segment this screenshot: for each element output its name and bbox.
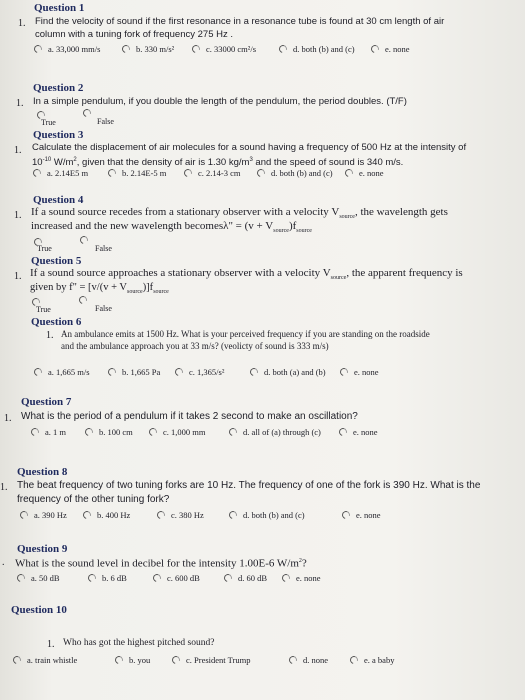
option-label: c. 380 Hz [171, 510, 204, 520]
option-e[interactable] [339, 427, 378, 437]
option-c[interactable] [184, 168, 241, 178]
question-number: 1. [18, 18, 26, 29]
question-number: 1. [46, 330, 54, 341]
radio-button[interactable] [191, 44, 202, 55]
option-d[interactable] [250, 367, 326, 377]
text-subscript: source [339, 214, 355, 221]
text-subscript: source [330, 275, 347, 282]
option-label: d. 60 dB [238, 573, 268, 583]
radio-button[interactable] [344, 168, 355, 179]
text-part: W/m [51, 157, 74, 169]
radio-button[interactable] [223, 573, 234, 584]
option-label: e. none [353, 427, 378, 437]
radio-button[interactable] [249, 367, 260, 378]
option-b[interactable] [108, 168, 166, 178]
text-subscript: source [127, 289, 143, 296]
option-label: b. 100 cm [99, 427, 133, 437]
option-label: b. 6 dB [102, 573, 127, 583]
option-label: e. none [354, 367, 379, 377]
radio-button-false[interactable] [82, 108, 93, 119]
option-d[interactable] [289, 655, 328, 665]
text-part: , given that the density of air is 1.30 kg/m [76, 157, 250, 169]
question-title: Question 6 [31, 316, 82, 328]
option-c[interactable] [153, 573, 200, 583]
answer-options [0, 44, 525, 58]
radio-button[interactable] [341, 510, 352, 521]
text-superscript: -10 [42, 157, 52, 163]
question-text-line2 [30, 281, 169, 299]
radio-button[interactable] [107, 168, 118, 179]
option-label: c. 2.14-3 cm [198, 168, 241, 178]
question-number: 1. [4, 413, 12, 424]
text-part: , the apparent frequency is [346, 267, 463, 279]
question-text [15, 555, 307, 571]
question-title: Question 9 [17, 543, 68, 555]
option-label: a. 1 m [45, 427, 67, 437]
radio-button[interactable] [174, 367, 185, 378]
radio-button[interactable] [278, 44, 289, 55]
option-label: d. all of (a) through (c) [243, 427, 321, 437]
question-title: Question 8 [17, 466, 68, 478]
option-label: b. 330 m/s² [136, 44, 175, 54]
radio-button[interactable] [228, 427, 239, 438]
question-title: Question 1 [34, 2, 85, 14]
question-number: 1. [16, 98, 24, 109]
radio-button[interactable] [349, 655, 360, 666]
option-b[interactable] [83, 510, 130, 520]
option-c[interactable] [192, 44, 256, 54]
radio-button[interactable] [156, 510, 167, 521]
option-label: c. 600 dB [167, 573, 200, 583]
answer-options [0, 510, 525, 524]
question-text: What is the period of a pendulum if it takes 2 second to make an oscillation? [21, 411, 358, 422]
text-subscript: source [296, 228, 312, 235]
text-subscript: source [153, 289, 169, 296]
answer-options [0, 427, 525, 441]
question-number: 1. [14, 145, 22, 156]
option-e[interactable] [340, 367, 379, 377]
question-text: An ambulance emits at 1500 Hz. What is your perceived frequency if you are standing on the roadside [61, 329, 430, 339]
radio-button[interactable] [32, 168, 43, 179]
radio-button[interactable] [288, 655, 299, 666]
answer-options [0, 168, 525, 182]
option-label-false: False [95, 244, 112, 253]
text-part: , the wavelength gets [354, 206, 448, 218]
option-a[interactable] [34, 367, 90, 377]
option-label-true: True [36, 305, 51, 314]
option-label: a. 1,665 m/s [48, 367, 90, 377]
option-b[interactable] [85, 427, 133, 437]
option-label: c. President Trump [186, 655, 251, 665]
option-label: d. both (b) and (c) [271, 168, 333, 178]
question-number: 1. [0, 482, 8, 493]
question-number: 1. [14, 210, 22, 221]
option-label: d. both (b) and (c) [293, 44, 355, 54]
question-text-line2 [32, 154, 403, 169]
radio-button[interactable] [19, 510, 30, 521]
option-label-false: False [97, 117, 114, 126]
option-e[interactable] [342, 510, 381, 520]
question-title: Question 7 [21, 396, 72, 408]
option-label-true: True [41, 118, 56, 127]
option-label: a. 50 dB [31, 573, 60, 583]
option-b[interactable] [108, 367, 160, 377]
text-superscript: 3 [249, 157, 253, 163]
option-c[interactable] [149, 427, 206, 437]
radio-button[interactable] [114, 655, 125, 666]
option-d[interactable] [257, 168, 333, 178]
question-number: 1. [47, 639, 55, 650]
option-d[interactable] [229, 427, 321, 437]
option-a[interactable] [20, 510, 67, 520]
option-c[interactable] [175, 367, 224, 377]
question-text: and the ambulance approach you at 33 m/s? (veolicty of sound is 333 m/s) [61, 341, 329, 351]
text-part: 10 [32, 157, 43, 169]
radio-button[interactable] [87, 573, 98, 584]
option-label: b. 2.14E-5 m [122, 168, 167, 178]
radio-button[interactable] [30, 427, 41, 438]
question-number: 1. [14, 271, 22, 282]
option-a[interactable] [17, 573, 60, 583]
radio-button[interactable] [228, 510, 239, 521]
radio-button[interactable] [281, 573, 292, 584]
radio-button[interactable] [370, 44, 381, 55]
text-part: increased and the new wavelength becomesλ" = (v + V [31, 220, 274, 232]
radio-button[interactable] [338, 427, 349, 438]
radio-button[interactable] [256, 168, 267, 179]
question-text: Calculate the displacement of air molecules for a sound having a frequency of 500 Hz at the intensity of [32, 142, 467, 153]
option-c[interactable] [172, 655, 250, 665]
option-e[interactable] [371, 44, 410, 54]
option-d[interactable] [224, 573, 267, 583]
question-text: Who has got the highest pitched sound? [63, 638, 215, 648]
answer-options [0, 655, 525, 669]
option-label: e. none [385, 44, 410, 54]
option-label: a. 33,000 mm/s [48, 44, 101, 54]
option-label: c. 1,365/s² [189, 367, 225, 377]
option-b[interactable] [122, 44, 174, 54]
option-label: d. none [303, 655, 329, 665]
option-a[interactable] [34, 44, 100, 54]
text-part: and the speed of sound is 340 m/s. [252, 157, 404, 169]
question-title: Question 5 [31, 255, 82, 267]
answer-options [0, 573, 525, 587]
radio-button[interactable] [107, 367, 118, 378]
radio-button[interactable] [121, 44, 132, 55]
radio-button[interactable] [84, 427, 95, 438]
option-label-false: False [95, 304, 112, 313]
text-part: If a sound source approaches a stationary observer with a velocity V [30, 267, 331, 279]
question-number: . [2, 557, 5, 568]
option-label: d. both (a) and (b) [264, 367, 326, 377]
radio-button[interactable] [148, 427, 159, 438]
option-e[interactable] [282, 573, 321, 583]
text-part: If a sound source recedes from a stationary observer with a velocity V [31, 206, 340, 218]
option-b[interactable] [88, 573, 127, 583]
option-label: b. 1,665 Pa [122, 367, 161, 377]
question-text-line2 [31, 220, 312, 238]
option-label: e. none [296, 573, 321, 583]
option-label: b. 400 Hz [97, 510, 131, 520]
option-label: e. none [359, 168, 384, 178]
radio-button[interactable] [16, 573, 27, 584]
option-e[interactable] [350, 655, 394, 665]
text-superscript: 2 [298, 558, 302, 564]
option-b[interactable] [115, 655, 150, 665]
option-d[interactable] [279, 44, 355, 54]
question-text: column with a tuning fork of frequency 275 Hz . [35, 29, 234, 40]
question-title: Question 2 [33, 82, 84, 94]
question-text: The beat frequency of two tuning forks are 10 Hz. The frequency of one of the fork is 390 Hz. What is the [17, 480, 481, 491]
question-title: Question 10 [11, 604, 67, 616]
option-e[interactable] [345, 168, 384, 178]
question-title: Question 3 [33, 129, 84, 141]
question-text: frequency of the other tuning fork? [17, 494, 170, 505]
question-text: Find the velocity of sound if the first resonance in a resonance tube is found at 30 cm length of air [35, 16, 445, 27]
option-c[interactable] [157, 510, 204, 520]
option-label: c. 1,000 mm [163, 427, 206, 437]
text-part: ? [301, 557, 307, 570]
option-label: e. a baby [364, 655, 395, 665]
option-label: a. train whistle [27, 655, 78, 665]
option-label: b. you [129, 655, 151, 665]
radio-button[interactable] [82, 510, 93, 521]
option-a[interactable] [33, 168, 88, 178]
option-d[interactable] [229, 510, 305, 520]
text-part: )f [288, 220, 297, 232]
option-label: d. both (b) and (c) [243, 510, 305, 520]
question-title: Question 4 [33, 194, 84, 206]
question-text: In a simple pendulum, if you double the length of the pendulum, the period doubles. (T/F) [33, 96, 407, 107]
radio-button[interactable] [183, 168, 194, 179]
radio-button[interactable] [339, 367, 350, 378]
radio-button[interactable] [152, 573, 163, 584]
radio-button[interactable] [33, 367, 44, 378]
option-a[interactable] [13, 655, 77, 665]
text-subscript: source [273, 228, 289, 235]
text-part: given by f" = [v/(v + V [30, 282, 128, 293]
radio-button[interactable] [171, 655, 182, 666]
radio-button[interactable] [12, 655, 23, 666]
answer-options [0, 367, 525, 381]
text-part: )]f [142, 282, 154, 293]
text-superscript: 2 [73, 157, 77, 163]
text-part: What is the sound level in decibel for the intensity 1.00E-6 W/m [15, 557, 299, 570]
option-label: a. 390 Hz [34, 510, 67, 520]
option-label: c. 33000 cm²/s [206, 44, 256, 54]
radio-button[interactable] [33, 44, 44, 55]
option-label: a. 2.14E5 m [47, 168, 89, 178]
option-label-true: True [37, 244, 52, 253]
option-label: e. none [356, 510, 381, 520]
option-a[interactable] [31, 427, 66, 437]
